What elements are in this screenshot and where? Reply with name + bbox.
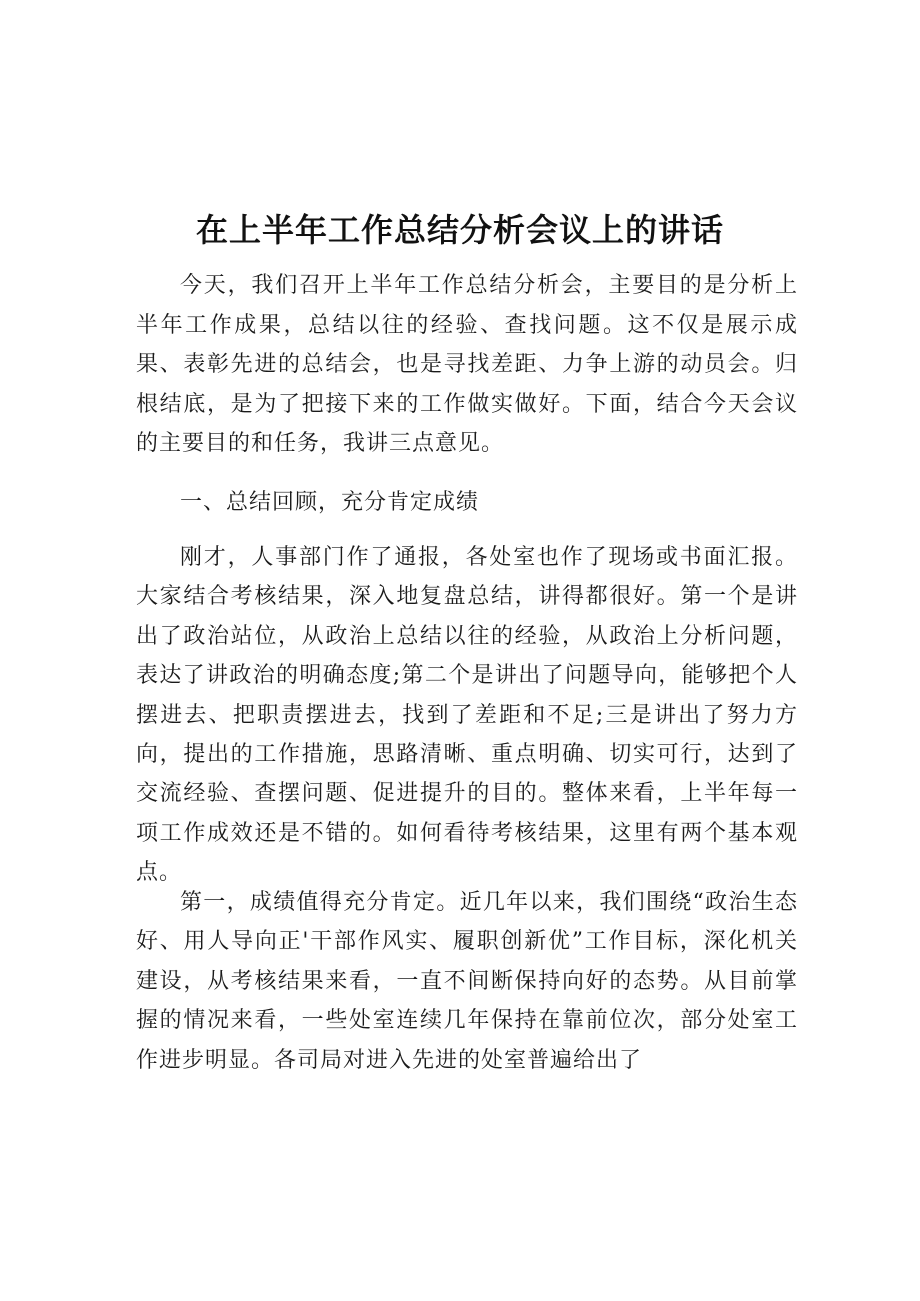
document-title: 在上半年工作总结分析会议上的讲话 [195,211,724,249]
paragraph-intro: 今天，我们召开上半年工作总结分析会，主要目的是分析上半年工作成果，总结以往的经验、查找问题。这不仅是展示成果、表彰先进的总结会，也是寻找差距、力争上游的动员会。归根结底，是为了把接下来的工作做实做好。下面，结合今天会议的主要目的和任务，我讲三点意见。 [136,273,798,456]
paragraph-first-point: 第一，成绩值得充分肯定。近几年以来，我们围绕“政治生态好、用人导向正'干部作风实、履职创新优”工作目标，深化机关建设，从考核结果来看，一直不间断保持向好的态势。从目前掌握的情况来看，一些处室连续几年保持在靠前位次，部分处室工作进步明显。各司局对进入先进的处室普遍给出了 [136,890,798,1073]
section-heading-1: 一、总结回顾，充分肯定成绩 [180,490,480,515]
paragraph-review: 刚才，人事部门作了通报，各处室也作了现场或书面汇报。大家结合考核结果，深入地复盘总结，讲得都很好。第一个是讲出了政治站位，从政治上总结以往的经验，从政治上分析问题，表达了讲政治的明确态度;第二个是讲出了问题导向，能够把个人摆进去、把职责摆进去，找到了差距和不足;三是讲出了努力方向，提出的工作措施，思路清晰、重点明确、切实可行，达到了交流经验、查摆问题、促进提升的目的。整体来看，上半年每一项工作成效还是不错的。如何看待考核结果，这里有两个基本观点。 [136,545,798,886]
